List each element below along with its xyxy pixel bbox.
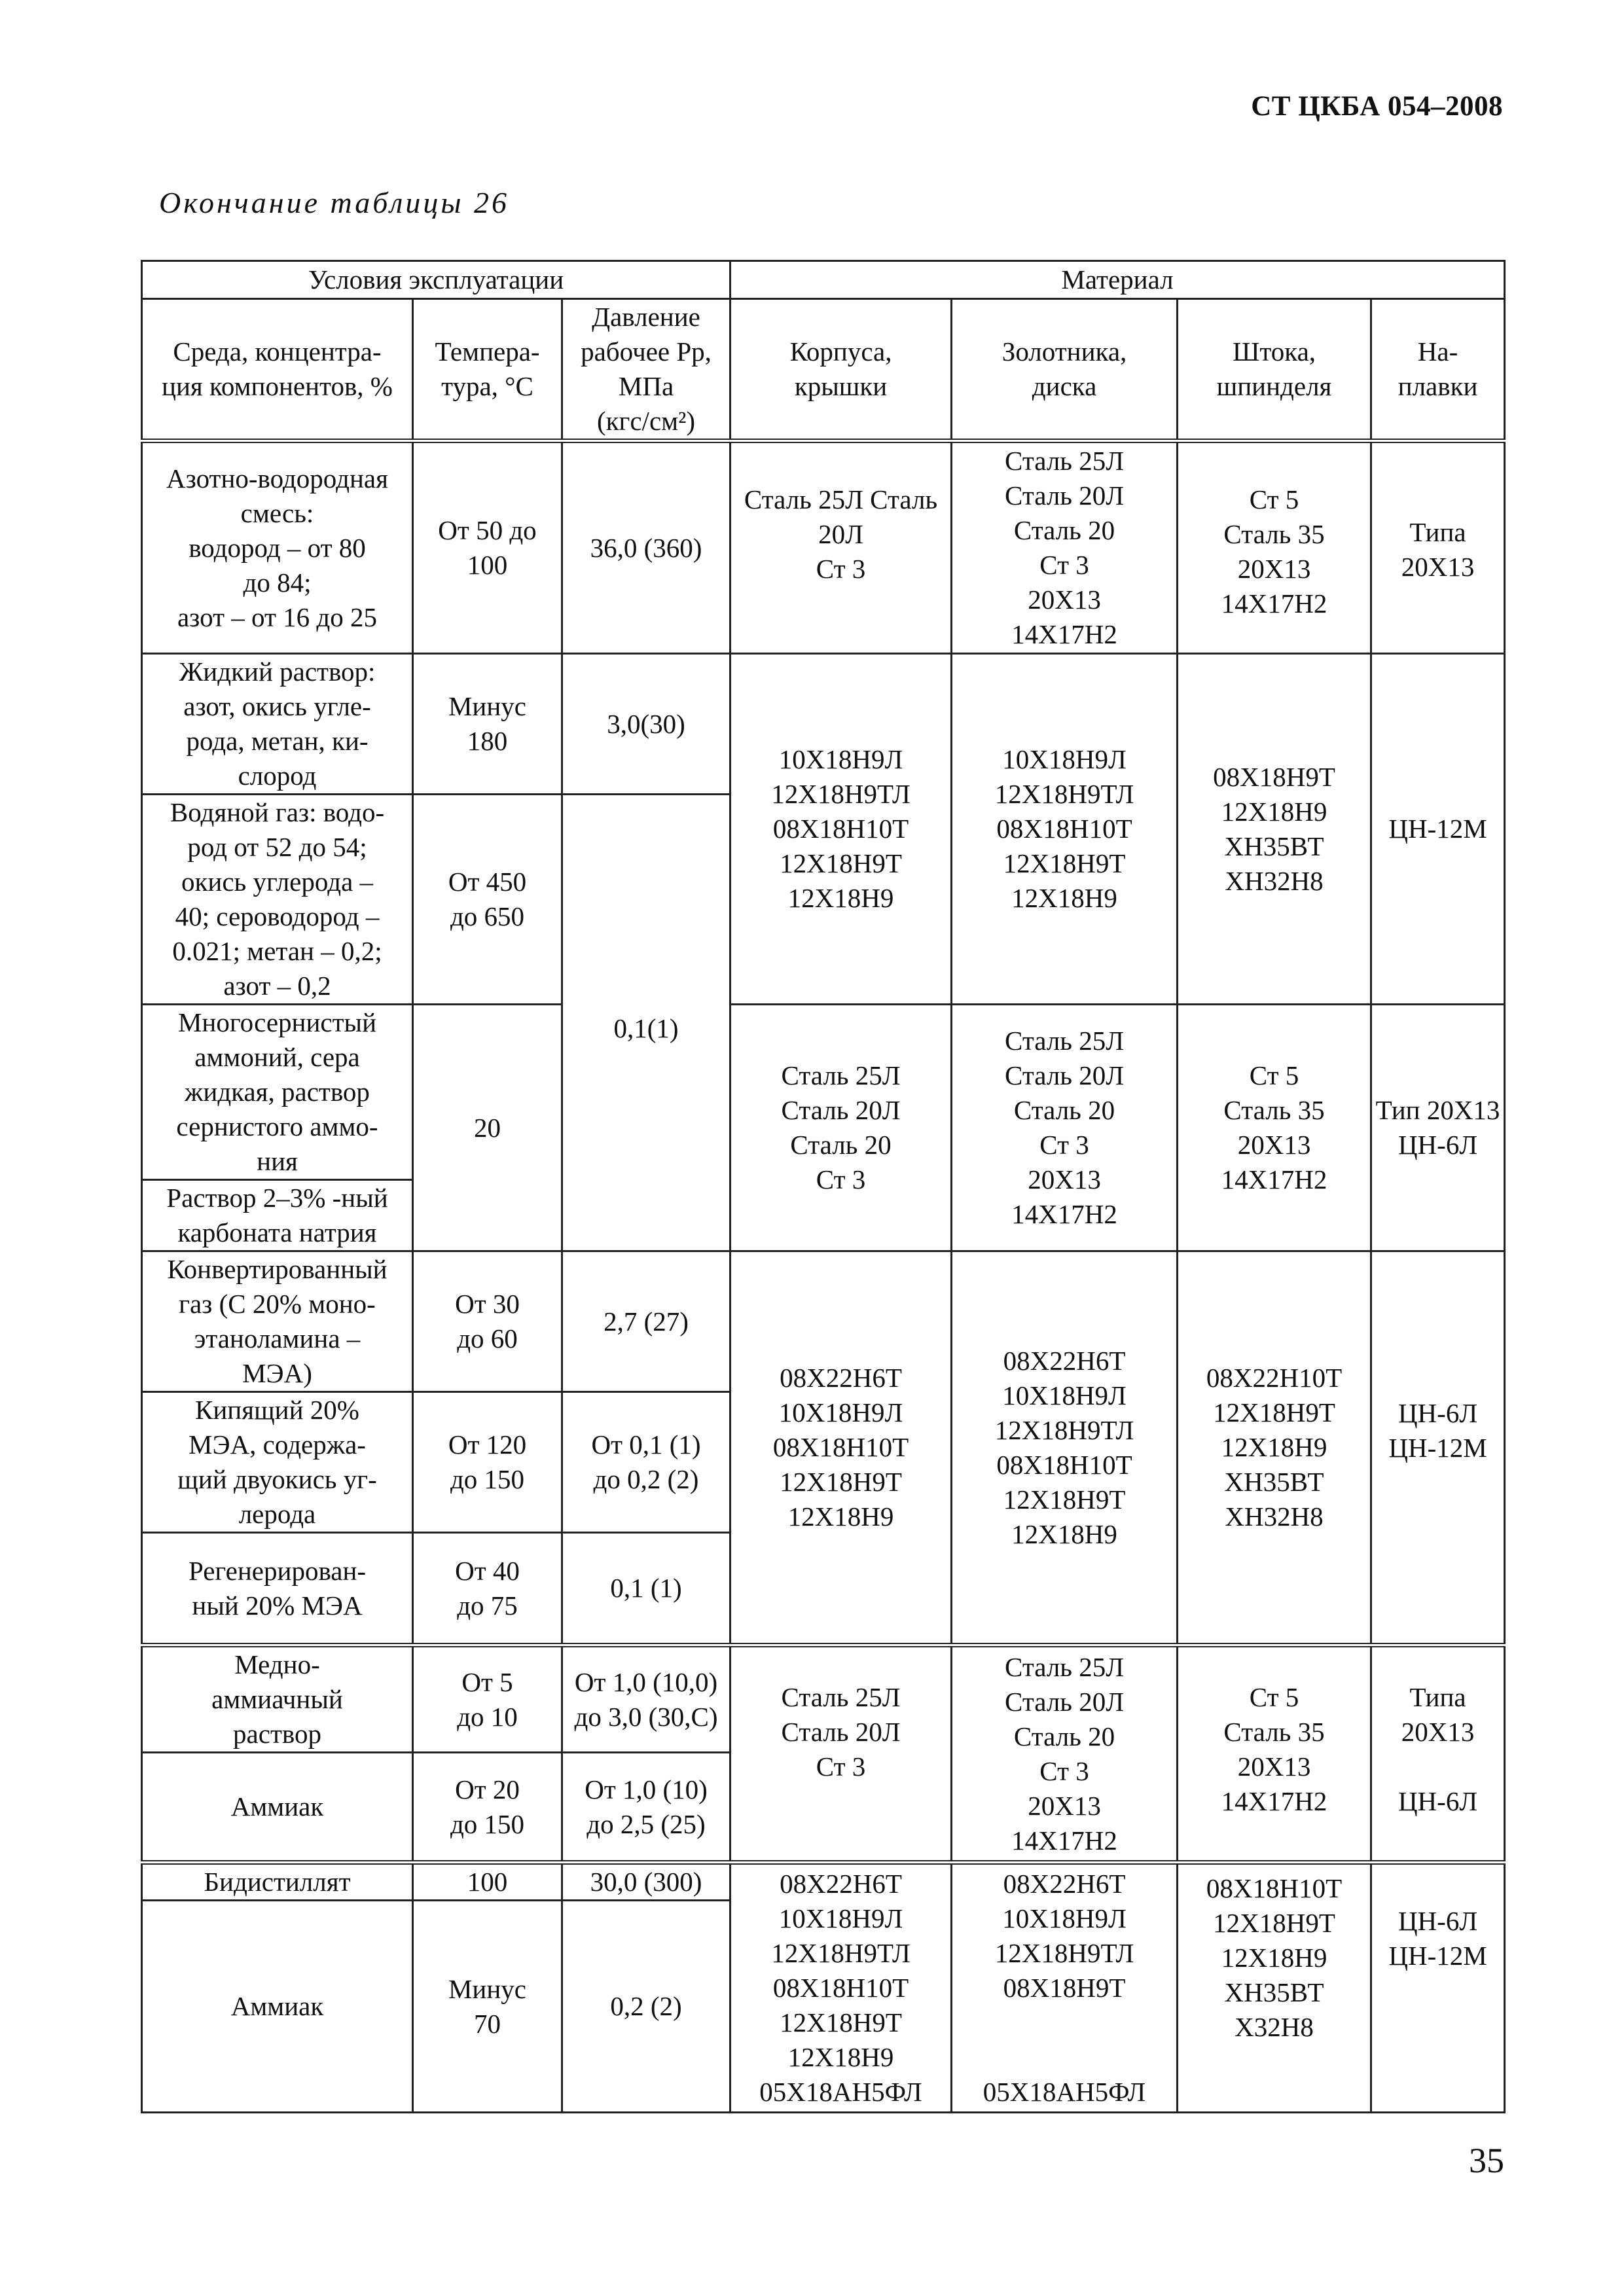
cell-text-line: 20Л bbox=[818, 519, 863, 549]
cell-overlay-material bbox=[1371, 1005, 1505, 1251]
header-temperature bbox=[413, 299, 562, 441]
cell-text-line: 10Х18Н9Л bbox=[778, 1903, 903, 1933]
cell-spool-material bbox=[952, 1863, 1178, 2113]
cell-text-line: 70 bbox=[474, 2008, 501, 2039]
cell-text-line: до 650 bbox=[450, 901, 525, 931]
cell-text-line: водород – от 80 bbox=[189, 532, 366, 563]
cell-medium bbox=[142, 795, 413, 1005]
cell-spool-material bbox=[952, 654, 1178, 1005]
cell-text-line: окись углерода – bbox=[181, 867, 374, 897]
cell-text-line: 20Х13 bbox=[1028, 1790, 1101, 1821]
cell-text-line: смесь: bbox=[240, 497, 314, 528]
cell-temperature bbox=[413, 795, 562, 1005]
cell-text-line: На- bbox=[1417, 336, 1458, 367]
cell-text-line: МЭА, содержа- bbox=[189, 1429, 366, 1460]
cell-text-line: Среда, концентра- bbox=[173, 336, 382, 367]
cell-text-line: лерода bbox=[238, 1499, 316, 1529]
cell-text-line: Регенерирован- bbox=[188, 1555, 367, 1586]
cell-text-line: Сталь 20Л bbox=[781, 1095, 901, 1125]
cell-text-line: 12Х18Н9ТЛ bbox=[771, 1938, 911, 1968]
cell-text-line: Ст 5 bbox=[1249, 484, 1299, 514]
cell-text-line: 20Х13 bbox=[1028, 584, 1101, 615]
cell-temperature bbox=[413, 1533, 562, 1645]
cell-text-line: Давление bbox=[592, 302, 700, 332]
cell-text-line: Сталь 20 bbox=[1013, 1095, 1115, 1125]
cell-text-line: рода, метан, ки- bbox=[186, 726, 369, 756]
cell-stem-material bbox=[1178, 1005, 1371, 1251]
cell-text-line: МПа bbox=[618, 371, 674, 401]
cell-text-line: 30,0 (300) bbox=[590, 1867, 702, 1897]
cell-text-line: 08Х18Н10Т bbox=[772, 1432, 909, 1462]
cell-text-line: 12Х18Н9Т bbox=[1003, 1484, 1126, 1515]
cell-stem-material bbox=[1178, 1645, 1371, 1863]
materials-table bbox=[141, 260, 1506, 2113]
cell-text-line: 12Х18Н9ТЛ bbox=[771, 779, 911, 809]
cell-text-line: Корпуса, bbox=[789, 336, 892, 367]
cell-temperature bbox=[413, 654, 562, 795]
cell-body-material bbox=[731, 441, 952, 654]
cell-text-line: 08Х18Н10Т bbox=[996, 1449, 1132, 1480]
cell-text-line: Х32Н8 bbox=[1235, 2012, 1314, 2042]
cell-text-line: Сталь 25Л bbox=[781, 1060, 901, 1090]
cell-text-line: ЦН-12М bbox=[1388, 1941, 1487, 1971]
cell-body-material bbox=[731, 1863, 952, 2113]
cell-text-line: Ст 3 bbox=[1039, 550, 1089, 580]
cell-medium bbox=[142, 1251, 413, 1392]
cell-text-line: до 10 bbox=[457, 1701, 518, 1732]
cell-text-line: 20Х13 bbox=[1401, 1717, 1475, 1747]
cell-text-line: 08Х22Н6Т bbox=[780, 1869, 902, 1899]
cell-text-line: этаноламина – bbox=[194, 1323, 361, 1354]
cell-overlay-material bbox=[1371, 1645, 1505, 1863]
cell-text-line: Штока, bbox=[1233, 336, 1316, 367]
cell-pressure bbox=[562, 795, 731, 1251]
cell-text-line: 12Х18Н9ТЛ bbox=[994, 779, 1134, 809]
cell-text-line bbox=[952, 2040, 1176, 2075]
cell-text-line: ЦН-6Л bbox=[1398, 1786, 1478, 1816]
cell-text-line: От 50 до bbox=[438, 515, 537, 545]
cell-pressure bbox=[562, 1251, 731, 1392]
cell-text-line: слород bbox=[238, 761, 317, 791]
cell-text-line: 10Х18Н9Л bbox=[1002, 744, 1127, 774]
cell-text-line: От 20 bbox=[455, 1774, 520, 1804]
cell-text-line: 12Х18Н9 bbox=[1011, 883, 1117, 913]
header-overlay bbox=[1371, 299, 1505, 441]
cell-text-line: От 40 bbox=[455, 1555, 520, 1586]
cell-text-line: От 30 bbox=[455, 1289, 520, 1319]
cell-pressure bbox=[562, 654, 731, 795]
cell-body-material bbox=[731, 1005, 952, 1251]
cell-overlay-material bbox=[1371, 654, 1505, 1005]
cell-text-line: карбоната натрия bbox=[177, 1217, 377, 1247]
cell-text-line: 12Х18Н9 bbox=[1221, 796, 1327, 827]
cell-overlay-material bbox=[1371, 1251, 1505, 1645]
cell-text-line: 14Х17Н2 bbox=[1011, 619, 1117, 649]
cell-pressure bbox=[562, 1392, 731, 1533]
header-pressure bbox=[562, 299, 731, 441]
cell-text-line: Ст 3 bbox=[1039, 1755, 1089, 1786]
cell-text-line: плавки bbox=[1398, 371, 1478, 401]
cell-text-line: МЭА) bbox=[242, 1358, 312, 1388]
cell-medium bbox=[142, 1901, 413, 2113]
cell-text-line: тура, °С bbox=[441, 371, 533, 401]
cell-pressure bbox=[562, 1863, 731, 1901]
cell-text-line: ХН35ВТ bbox=[1224, 831, 1324, 861]
cell-text-line: 08Х22Н6Т bbox=[780, 1363, 902, 1393]
cell-text-line: Сталь 35 bbox=[1223, 1095, 1325, 1125]
cell-spool-material bbox=[952, 1645, 1178, 1863]
cell-text-line: род от 52 до 54; bbox=[187, 832, 367, 862]
cell-text-line: ния bbox=[257, 1146, 298, 1176]
cell-stem-material bbox=[1178, 1863, 1371, 2113]
cell-text-line: Конвертированный bbox=[167, 1254, 388, 1284]
cell-medium bbox=[142, 1392, 413, 1533]
header-body bbox=[731, 299, 952, 441]
cell-text-line: От 0,1 (1) bbox=[591, 1429, 701, 1460]
cell-medium bbox=[142, 441, 413, 654]
cell-stem-material bbox=[1178, 441, 1371, 654]
cell-text-line: 10Х18Н9Л bbox=[778, 1397, 903, 1427]
cell-text-line: 12Х18Н9Т bbox=[780, 848, 902, 878]
cell-text-line: Сталь 20Л bbox=[781, 1717, 901, 1747]
cell-text-line: 08Х18Н10Т bbox=[1206, 1873, 1343, 1903]
cell-text-line: аммиачный bbox=[211, 1684, 343, 1714]
cell-text-line: Азотно-водородная bbox=[166, 463, 388, 493]
cell-text-line: Ст 5 bbox=[1249, 1682, 1299, 1712]
cell-text-line: 12Х18Н9 bbox=[787, 2042, 894, 2072]
header-medium bbox=[142, 299, 413, 441]
page-number: 35 bbox=[1469, 2141, 1504, 2180]
cell-text-line: 12Х18Н9Т bbox=[780, 2007, 902, 2037]
cell-text-line: 10Х18Н9Л bbox=[778, 744, 903, 774]
cell-text-line: сернистого аммо- bbox=[176, 1111, 378, 1141]
cell-text-line: Сталь 20 bbox=[790, 1130, 892, 1160]
cell-text-line: Типа bbox=[1409, 517, 1466, 547]
cell-text-line: Ст 3 bbox=[816, 1164, 866, 1194]
cell-text-line: ХН32Н8 bbox=[1225, 1501, 1324, 1532]
cell-text-line: 0,2 (2) bbox=[610, 1991, 682, 2021]
cell-medium bbox=[142, 654, 413, 795]
cell-pressure bbox=[562, 1753, 731, 1863]
cell-text-line bbox=[1372, 1749, 1504, 1784]
cell-text-line: до 60 bbox=[457, 1323, 518, 1354]
cell-text-line: 0,1 (1) bbox=[610, 1573, 682, 1603]
cell-text-line: 100 bbox=[467, 1867, 508, 1897]
cell-text-line: Многосернистый bbox=[177, 1007, 377, 1037]
cell-text-line: 05Х18АН5ФЛ bbox=[983, 2077, 1146, 2107]
cell-text-line: аммоний, сера bbox=[194, 1042, 360, 1072]
cell-text-line: Сталь 20 bbox=[1013, 1721, 1115, 1751]
cell-text-line: От 120 bbox=[448, 1429, 527, 1460]
table-caption: Окончание таблицы 26 bbox=[159, 186, 509, 219]
cell-text-line: азот – 0,2 bbox=[223, 971, 331, 1001]
cell-text-line: ный 20% МЭА bbox=[192, 1590, 363, 1621]
cell-stem-material bbox=[1178, 1251, 1371, 1645]
cell-text-line: Сталь 35 bbox=[1223, 1717, 1325, 1747]
header-operating-conditions: Условия эксплуатации bbox=[142, 261, 731, 299]
cell-text-line: 14Х17Н2 bbox=[1221, 1164, 1327, 1194]
cell-text-line: От 450 bbox=[448, 867, 527, 897]
cell-text-line: Ст 5 bbox=[1249, 1060, 1299, 1090]
cell-text-line: 12Х18Н9ТЛ bbox=[994, 1938, 1134, 1968]
cell-pressure bbox=[562, 1645, 731, 1753]
cell-text-line: Раствор 2–3% -ный bbox=[166, 1183, 388, 1213]
cell-text-line: 08Х18Н9Т bbox=[1213, 761, 1335, 792]
cell-text-line: 12Х18Н9 bbox=[787, 1501, 894, 1532]
cell-text-line: Аммиак bbox=[230, 1791, 324, 1821]
cell-text-line: 10Х18Н9Л bbox=[1002, 1380, 1127, 1410]
cell-text-line: ХН35ВТ bbox=[1224, 1467, 1324, 1497]
cell-text-line: 12Х18Н9Т bbox=[1003, 848, 1126, 878]
cell-text-line: до 84; bbox=[243, 567, 312, 598]
cell-text-line: Ст 3 bbox=[816, 554, 866, 584]
cell-text-line: 08Х22Н6Т bbox=[1003, 1869, 1126, 1899]
cell-text-line: От 5 bbox=[461, 1666, 513, 1697]
cell-text-line: ЦН-6Л bbox=[1398, 1906, 1478, 1936]
cell-body-material bbox=[731, 654, 952, 1005]
cell-text-line: Минус bbox=[448, 691, 527, 721]
cell-text-line: 180 bbox=[467, 726, 508, 756]
cell-medium bbox=[142, 1645, 413, 1753]
cell-text-line: 10Х18Н9Л bbox=[1002, 1903, 1127, 1933]
cell-text-line: 20Х13 bbox=[1237, 1751, 1311, 1782]
cell-text-line: 36,0 (360) bbox=[590, 532, 702, 563]
cell-text-line: От 1,0 (10) bbox=[585, 1774, 708, 1804]
cell-text-line: (кгс/см²) bbox=[596, 406, 696, 436]
cell-text-line: 20Х13 bbox=[1028, 1164, 1101, 1194]
cell-medium bbox=[142, 1753, 413, 1863]
cell-text-line: до 3,0 (30,С) bbox=[574, 1701, 718, 1732]
cell-text-line: 12Х18Н9Т bbox=[780, 1467, 902, 1497]
cell-temperature bbox=[413, 441, 562, 654]
cell-text-line: рабочее Рр, bbox=[581, 336, 712, 367]
cell-text-line: 08Х18Н10Т bbox=[996, 814, 1132, 844]
cell-text-line: ХН35ВТ bbox=[1224, 1977, 1324, 2007]
cell-text-line: 08Х22Н6Т bbox=[1003, 1345, 1126, 1376]
cell-text-line: до 150 bbox=[450, 1464, 525, 1494]
cell-text-line: 20Х13 bbox=[1237, 1130, 1311, 1160]
cell-medium bbox=[142, 1863, 413, 1901]
cell-text-line: Сталь 35 bbox=[1223, 519, 1325, 549]
cell-text-line: Аммиак bbox=[230, 1991, 324, 2021]
cell-text-line: ЦН-12М bbox=[1388, 1433, 1487, 1463]
cell-text-line: 12Х18Н9Т bbox=[1213, 1397, 1335, 1427]
cell-text-line: Тип 20Х13 bbox=[1375, 1095, 1500, 1125]
cell-text-line: 05Х18АН5ФЛ bbox=[759, 2077, 922, 2107]
cell-text-line: Минус bbox=[448, 1973, 527, 2004]
cell-temperature bbox=[413, 1392, 562, 1533]
cell-text-line: 12Х18Н9ТЛ bbox=[994, 1414, 1134, 1445]
cell-text-line: азот, окись угле- bbox=[183, 691, 371, 721]
cell-text-line: до 150 bbox=[450, 1808, 525, 1839]
header-stem bbox=[1178, 299, 1371, 441]
cell-medium bbox=[142, 1180, 413, 1251]
cell-text-line: Медно- bbox=[234, 1649, 320, 1679]
cell-text-line: Сталь 20Л bbox=[1005, 1060, 1125, 1090]
cell-text-line: 40; сероводород – bbox=[175, 901, 380, 931]
cell-text-line: жидкая, раствор bbox=[185, 1077, 370, 1107]
cell-overlay-material bbox=[1371, 1863, 1505, 2113]
cell-text-line: Водяной газ: водо- bbox=[170, 797, 385, 827]
cell-text-line: Сталь 20Л bbox=[1005, 480, 1125, 511]
cell-body-material bbox=[731, 1251, 952, 1645]
cell-text-line bbox=[952, 2005, 1176, 2040]
cell-text-line: Бидистиллят bbox=[204, 1867, 351, 1897]
cell-text-line: ЦН-6Л bbox=[1398, 1130, 1478, 1160]
cell-medium bbox=[142, 1533, 413, 1645]
cell-medium bbox=[142, 1005, 413, 1180]
cell-body-material bbox=[731, 1645, 952, 1863]
cell-text-line: 08Х22Н10Т bbox=[1206, 1363, 1343, 1393]
cell-text-line: 12Х18Н9 bbox=[787, 883, 894, 913]
cell-spool-material bbox=[952, 1005, 1178, 1251]
cell-text-line: 100 bbox=[467, 550, 508, 580]
cell-text-line: 12Х18Н9 bbox=[1221, 1432, 1327, 1462]
cell-text-line: 14Х17Н2 bbox=[1221, 1786, 1327, 1816]
cell-text-line: 12Х18Н9 bbox=[1221, 1943, 1327, 1973]
cell-text-line: 14Х17Н2 bbox=[1221, 588, 1327, 619]
cell-text-line: 12Х18Н9Т bbox=[1213, 1908, 1335, 1938]
cell-pressure bbox=[562, 441, 731, 654]
cell-spool-material bbox=[952, 1251, 1178, 1645]
cell-text-line: Кипящий 20% bbox=[195, 1395, 359, 1425]
cell-text-line: Темпера- bbox=[435, 336, 540, 367]
cell-text-line: Сталь 25Л bbox=[1005, 1026, 1125, 1056]
cell-overlay-material bbox=[1371, 441, 1505, 654]
cell-text-line: 2,7 (27) bbox=[604, 1306, 689, 1336]
cell-text-line: 08Х18Н10Т bbox=[772, 1973, 909, 2003]
cell-text-line: От 1,0 (10,0) bbox=[574, 1666, 718, 1697]
cell-pressure bbox=[562, 1901, 731, 2113]
cell-text-line: 14Х17Н2 bbox=[1011, 1825, 1117, 1856]
cell-text-line: газ (С 20% моно- bbox=[179, 1289, 376, 1319]
cell-text-line: 14Х17Н2 bbox=[1011, 1199, 1117, 1229]
cell-text-line: Типа bbox=[1409, 1682, 1466, 1712]
cell-text-line: раствор bbox=[233, 1719, 321, 1749]
header-material: Материал bbox=[731, 261, 1505, 299]
cell-text-line: ХН32Н8 bbox=[1225, 865, 1324, 896]
cell-text-line: Сталь 25Л bbox=[1005, 1651, 1125, 1682]
cell-pressure bbox=[562, 1533, 731, 1645]
cell-text-line: Сталь 20Л bbox=[1005, 1686, 1125, 1717]
cell-text-line: 20Х13 bbox=[1401, 552, 1475, 582]
cell-text-line: 20 bbox=[474, 1112, 501, 1143]
cell-text-line: 3,0(30) bbox=[607, 708, 685, 739]
cell-spool-material bbox=[952, 441, 1178, 654]
cell-temperature bbox=[413, 1251, 562, 1392]
header-spool bbox=[952, 299, 1178, 441]
cell-text-line: ЦН-6Л bbox=[1398, 1398, 1478, 1428]
cell-temperature bbox=[413, 1863, 562, 1901]
cell-text-line: щий двуокись уг- bbox=[177, 1464, 377, 1494]
cell-temperature bbox=[413, 1901, 562, 2113]
cell-text-line: до 2,5 (25) bbox=[586, 1808, 706, 1839]
document-code: СТ ЦКБА 054–2008 bbox=[1251, 91, 1503, 122]
cell-text-line: Сталь 25Л Сталь bbox=[744, 484, 938, 514]
cell-text-line: ЦН-12М bbox=[1388, 814, 1487, 844]
cell-text-line: Сталь 25Л bbox=[1005, 446, 1125, 476]
cell-temperature bbox=[413, 1753, 562, 1863]
cell-text-line: 0.021; метан – 0,2; bbox=[172, 936, 382, 966]
cell-text-line: 08Х18Н10Т bbox=[772, 814, 909, 844]
cell-text-line: Жидкий раствор: bbox=[179, 656, 376, 687]
cell-temperature bbox=[413, 1005, 562, 1251]
cell-text-line: 08Х18Н9Т bbox=[1003, 1973, 1126, 2003]
cell-text-line: диска bbox=[1032, 371, 1097, 401]
cell-text-line: азот – от 16 до 25 bbox=[177, 601, 378, 632]
cell-stem-material bbox=[1178, 654, 1371, 1005]
cell-text-line: Сталь 20 bbox=[1013, 515, 1115, 545]
cell-text-line: шпинделя bbox=[1216, 371, 1332, 401]
cell-text-line: Золотника, bbox=[1001, 336, 1127, 367]
cell-text-line: 0,1(1) bbox=[613, 1013, 679, 1043]
cell-temperature bbox=[413, 1645, 562, 1753]
cell-text-line: ция компонентов, % bbox=[162, 371, 393, 401]
cell-text-line: до 0,2 (2) bbox=[593, 1464, 699, 1494]
cell-text-line: 12Х18Н9 bbox=[1011, 1518, 1117, 1549]
cell-text-line: Ст 3 bbox=[816, 1751, 866, 1782]
cell-text-line: крышки bbox=[794, 371, 888, 401]
cell-text-line: 20Х13 bbox=[1237, 554, 1311, 584]
cell-text-line: Ст 3 bbox=[1039, 1130, 1089, 1160]
cell-text-line: до 75 bbox=[457, 1590, 518, 1621]
cell-text-line: Сталь 25Л bbox=[781, 1682, 901, 1712]
